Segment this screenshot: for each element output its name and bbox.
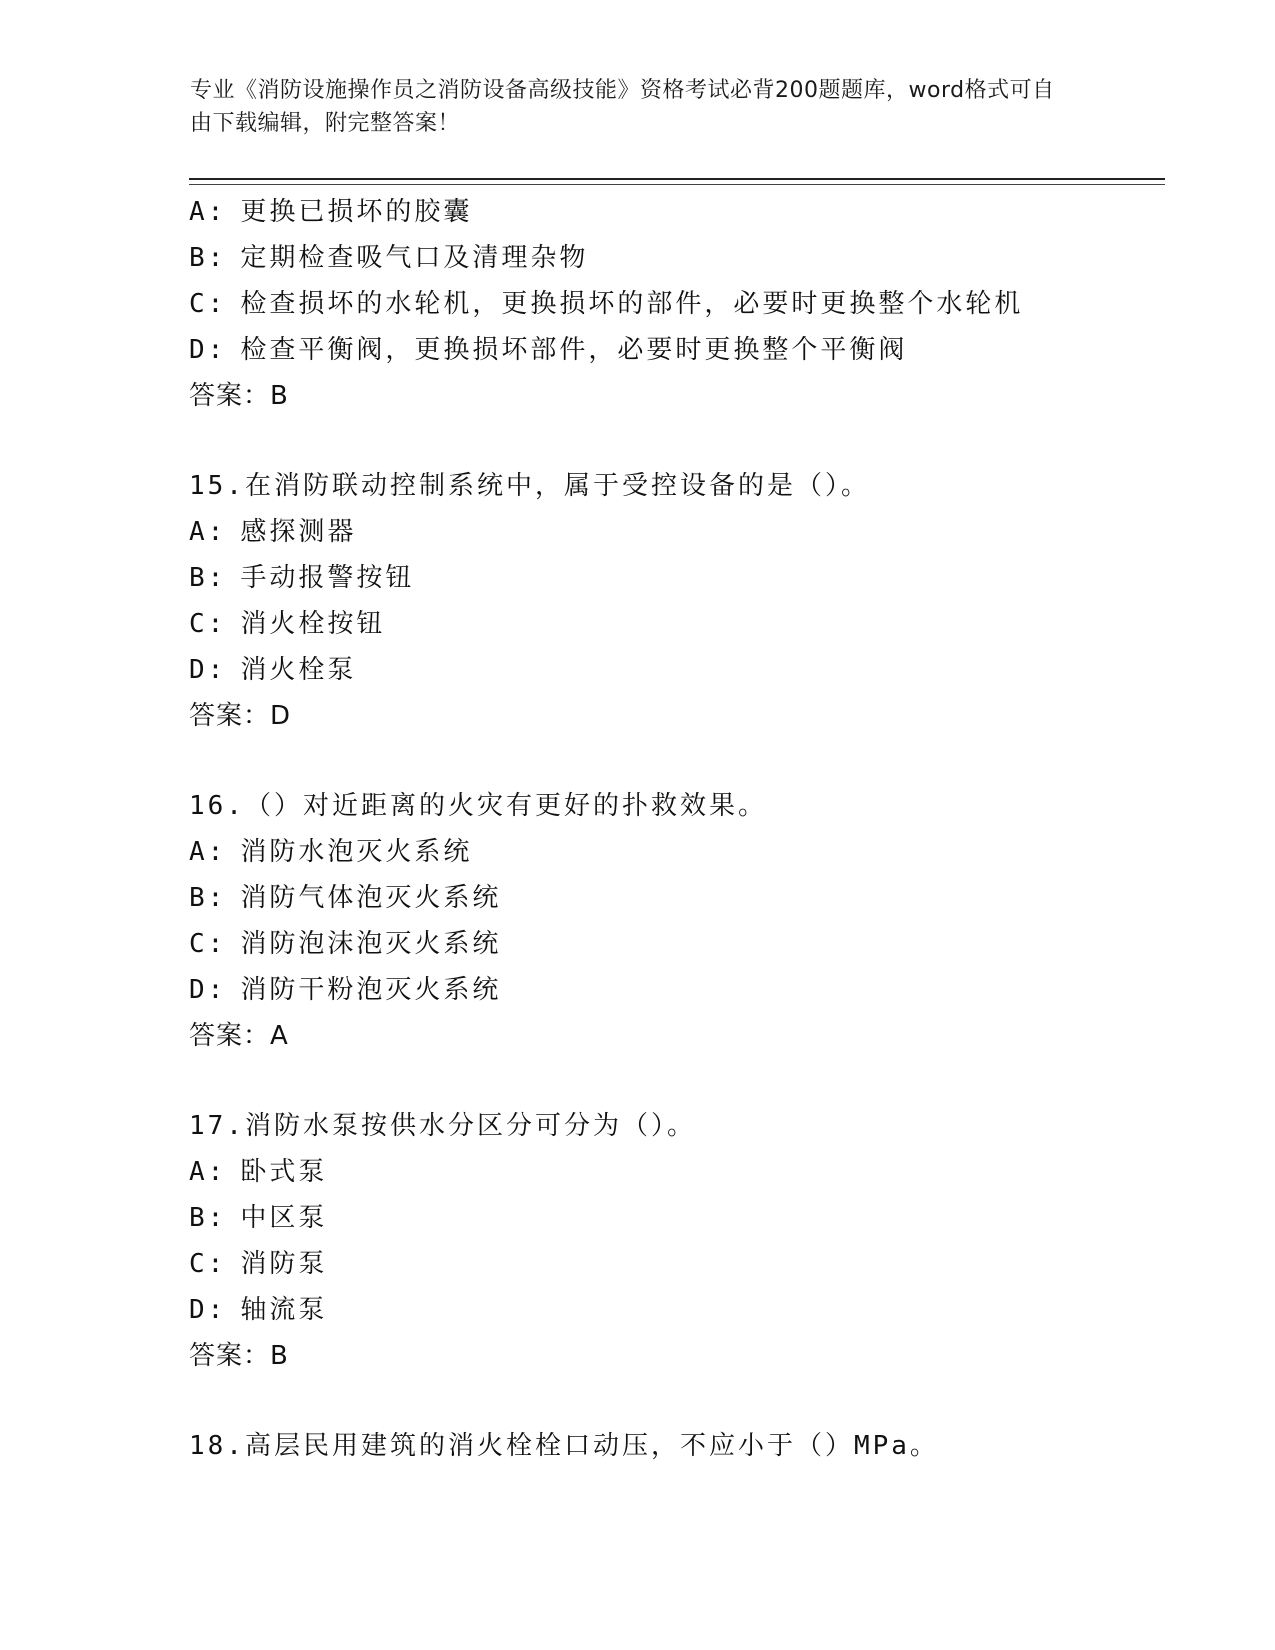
question-stem: 17.消防水泵按供水分区分可分为（）。 — [189, 1111, 696, 1141]
question-stem: 16.（）对近距离的火灾有更好的扑救效果。 — [189, 791, 767, 821]
question-18 — [189, 1423, 1169, 1469]
option-d: D: 轴流泵 — [189, 1295, 328, 1325]
question-14-continued — [189, 189, 1169, 419]
option-d: D: 消防干粉泡灭火系统 — [189, 975, 502, 1005]
option-a: A: 感探测器 — [189, 517, 357, 547]
question-17 — [189, 1103, 1169, 1379]
option-b: B: 手动报警按钮 — [189, 563, 415, 593]
option-d: D: 消火栓泵 — [189, 655, 357, 685]
intro-text: 专业《消防设施操作员之消防设备高级技能》资格考试必背200题题库，word格式可自由下载编辑，附完整答案！ — [190, 78, 1055, 136]
question-16 — [189, 783, 1169, 1059]
option-a: A: 更换已损坏的胶囊 — [189, 197, 473, 227]
option-b: B: 中区泵 — [189, 1203, 328, 1233]
question-stem: 15.在消防联动控制系统中，属于受控设备的是（）。 — [189, 471, 870, 501]
option-b: B: 消防气体泡灭火系统 — [189, 883, 502, 913]
option-b: B: 定期检查吸气口及清理杂物 — [189, 243, 589, 273]
answer-line: 答案：D — [189, 701, 292, 731]
option-d: D: 检查平衡阀，更换损坏部件，必要时更换整个平衡阀 — [189, 335, 908, 365]
option-a: A: 卧式泵 — [189, 1157, 328, 1187]
question-15 — [189, 463, 1169, 739]
answer-line: 答案：B — [189, 381, 289, 411]
header-rule-thin — [189, 184, 1165, 185]
option-c: C: 消火栓按钮 — [189, 609, 386, 639]
option-c: C: 消防泡沫泡灭火系统 — [189, 929, 502, 959]
answer-line: 答案：A — [189, 1021, 289, 1051]
option-c: C: 消防泵 — [189, 1249, 328, 1279]
question-list — [189, 189, 1169, 1469]
question-stem: 18.高层民用建筑的消火栓栓口动压，不应小于（）MPa。 — [189, 1431, 939, 1461]
header-rule-thick — [189, 178, 1165, 180]
document-intro — [190, 74, 1070, 140]
option-c: C: 检查损坏的水轮机，更换损坏的部件，必要时更换整个水轮机 — [189, 289, 1024, 319]
answer-line: 答案：B — [189, 1341, 289, 1371]
option-a: A: 消防水泡灭火系统 — [189, 837, 473, 867]
